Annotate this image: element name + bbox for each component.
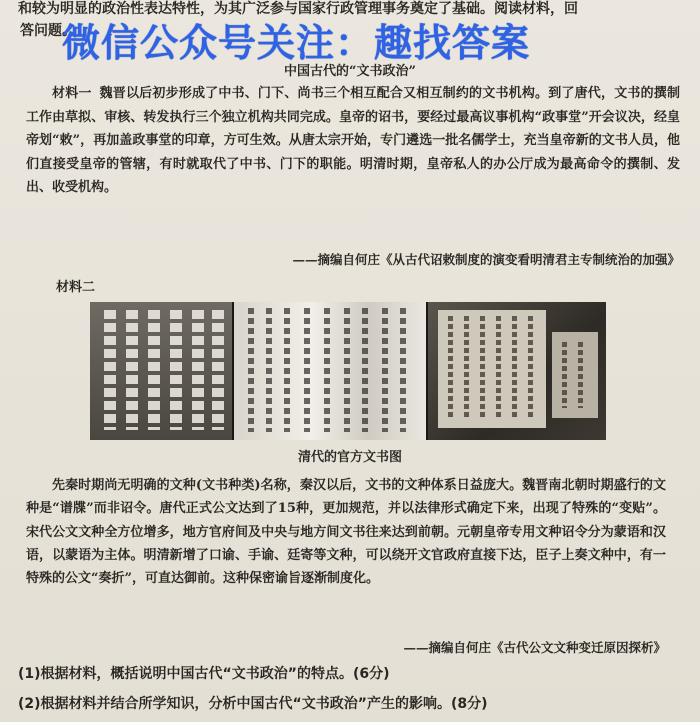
material-two-label: 材料二 [56, 280, 96, 295]
photo-caption: 清代的官方文书图 [297, 450, 402, 465]
section-title: 中国古代的“文书政治” [284, 64, 416, 79]
material-one-text: 魏晋以后初步形成了中书、门下、尚书三个相互配合又相互制约的文书机构。到了唐代，文书的撰制工作由草拟、审核、转发执行三个独立机构共同完成。皇帝的诏书，要经过最高议事机构“政事堂”开会议决，经皇帝划“敕”，再加盖政事堂的印章，方可生效。从唐太宗开始，专门遴选一批名儒学士，充当皇帝新的文书人员，他们直接受皇帝的管辖，有时就取代了中书、门下的职能。明清时期，皇帝私人的办公厅成为最高命令的撰制、发出、收受机构。 [26, 86, 680, 195]
photo-document-memorial [234, 302, 426, 440]
question-1: (1)根据材料，概括说明中国古代“文书政治”的特点。(6分) [18, 666, 390, 682]
preceding-text-line: 和较为明显的政治性表达特性，为其广泛参与国家行政管理事务奠定了基础。阅读材料，回 [18, 1, 578, 17]
photo-document-scroll [90, 302, 232, 440]
material-one-label: 材料一 [52, 86, 92, 101]
material-two-source: ——摘编自何庄《古代公文文种变迁原因探析》 [403, 640, 666, 655]
material-one-paragraph [26, 82, 680, 200]
document-photos [90, 302, 606, 440]
material-two-text: 先秦时期尚无明确的文种(文书种类)名称，秦汉以后，文书的文种体系日益庞大。魏晋南北朝时期盛行的文种是“谱牒”而非诏令。唐代正式公文达到了15种，更加规范，并以法律形式确定下来，出现了特殊的“变贴”。宋代公文文种全方位增多，地方官府间及中央与地方间文书往来达到前朝。元朝皇帝专用文种诏令分为蒙语和汉语，以蒙语为主体。明清新增了口谕、手谕、廷寄等文种，可以绕开文官政府直接下达，臣子上奏文种中，有一特殊的公文“奏折”，可直达御前。这种保密谕旨逐渐制度化。 [26, 478, 666, 587]
photo-document-edict [428, 302, 606, 440]
watermark-overlay: 微信公众号关注：趣找答案 [62, 21, 531, 65]
preceding-text-line-2: 答问题。 [20, 23, 76, 39]
material-one-source: ——摘编自何庄《从古代诏敕制度的演变看明清君主专制统治的加强》 [292, 252, 680, 267]
question-2: (2)根据材料并结合所学知识，分析中国古代“文书政治”产生的影响。(8分) [18, 696, 488, 712]
